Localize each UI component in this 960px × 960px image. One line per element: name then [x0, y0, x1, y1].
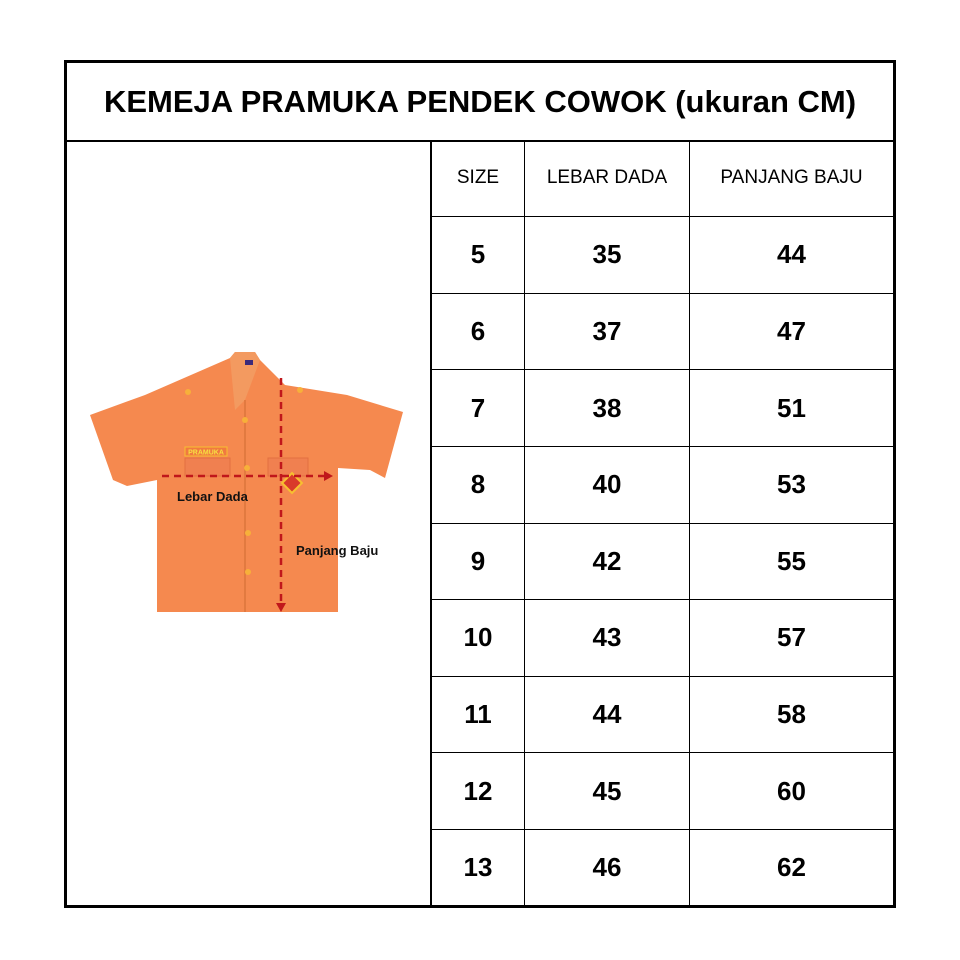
- cell-lebar-dada: 40: [525, 446, 690, 523]
- table-row: [431, 676, 893, 753]
- cell-panjang-baju: 53: [690, 446, 894, 523]
- cell-lebar-dada: 35: [525, 217, 690, 294]
- cell-size: 8: [431, 446, 525, 523]
- table-row: [431, 830, 893, 906]
- header-lebar-dada: LEBAR DADA: [525, 140, 690, 217]
- cell-panjang-baju: 57: [690, 600, 894, 677]
- shirt-illustration: [85, 340, 415, 630]
- chart-title: KEMEJA PRAMUKA PENDEK COWOK (ukuran CM): [67, 63, 893, 142]
- cell-lebar-dada: 42: [525, 523, 690, 600]
- cell-size: 6: [431, 293, 525, 370]
- chest-label: Lebar Dada: [177, 489, 248, 504]
- cell-lebar-dada: 46: [525, 830, 690, 906]
- table-row: [431, 370, 893, 447]
- table-row: [431, 600, 893, 677]
- table-row: [431, 753, 893, 830]
- cell-size: 13: [431, 830, 525, 906]
- table-row: [431, 446, 893, 523]
- cell-panjang-baju: 62: [690, 830, 894, 906]
- shirt-image: [90, 352, 403, 612]
- cell-size: 10: [431, 600, 525, 677]
- cell-size: 5: [431, 217, 525, 294]
- length-label: Panjang Baju: [296, 543, 379, 558]
- cell-lebar-dada: 44: [525, 676, 690, 753]
- table-row: [431, 217, 893, 294]
- table-row: [431, 293, 893, 370]
- cell-lebar-dada: 43: [525, 600, 690, 677]
- size-table: [430, 140, 893, 905]
- cell-size: 7: [431, 370, 525, 447]
- header-size: SIZE: [431, 140, 525, 217]
- cell-panjang-baju: 51: [690, 370, 894, 447]
- cell-lebar-dada: 38: [525, 370, 690, 447]
- cell-panjang-baju: 58: [690, 676, 894, 753]
- cell-panjang-baju: 44: [690, 217, 894, 294]
- table-row: [431, 523, 893, 600]
- cell-size: 12: [431, 753, 525, 830]
- cell-size: 9: [431, 523, 525, 600]
- cell-panjang-baju: 47: [690, 293, 894, 370]
- cell-lebar-dada: 45: [525, 753, 690, 830]
- header-panjang-baju: PANJANG BAJU: [690, 140, 894, 217]
- cell-panjang-baju: 60: [690, 753, 894, 830]
- cell-lebar-dada: 37: [525, 293, 690, 370]
- cell-panjang-baju: 55: [690, 523, 894, 600]
- table-header-row: [431, 140, 893, 217]
- badge-text: PRAMUKA: [188, 449, 224, 457]
- cell-size: 11: [431, 676, 525, 753]
